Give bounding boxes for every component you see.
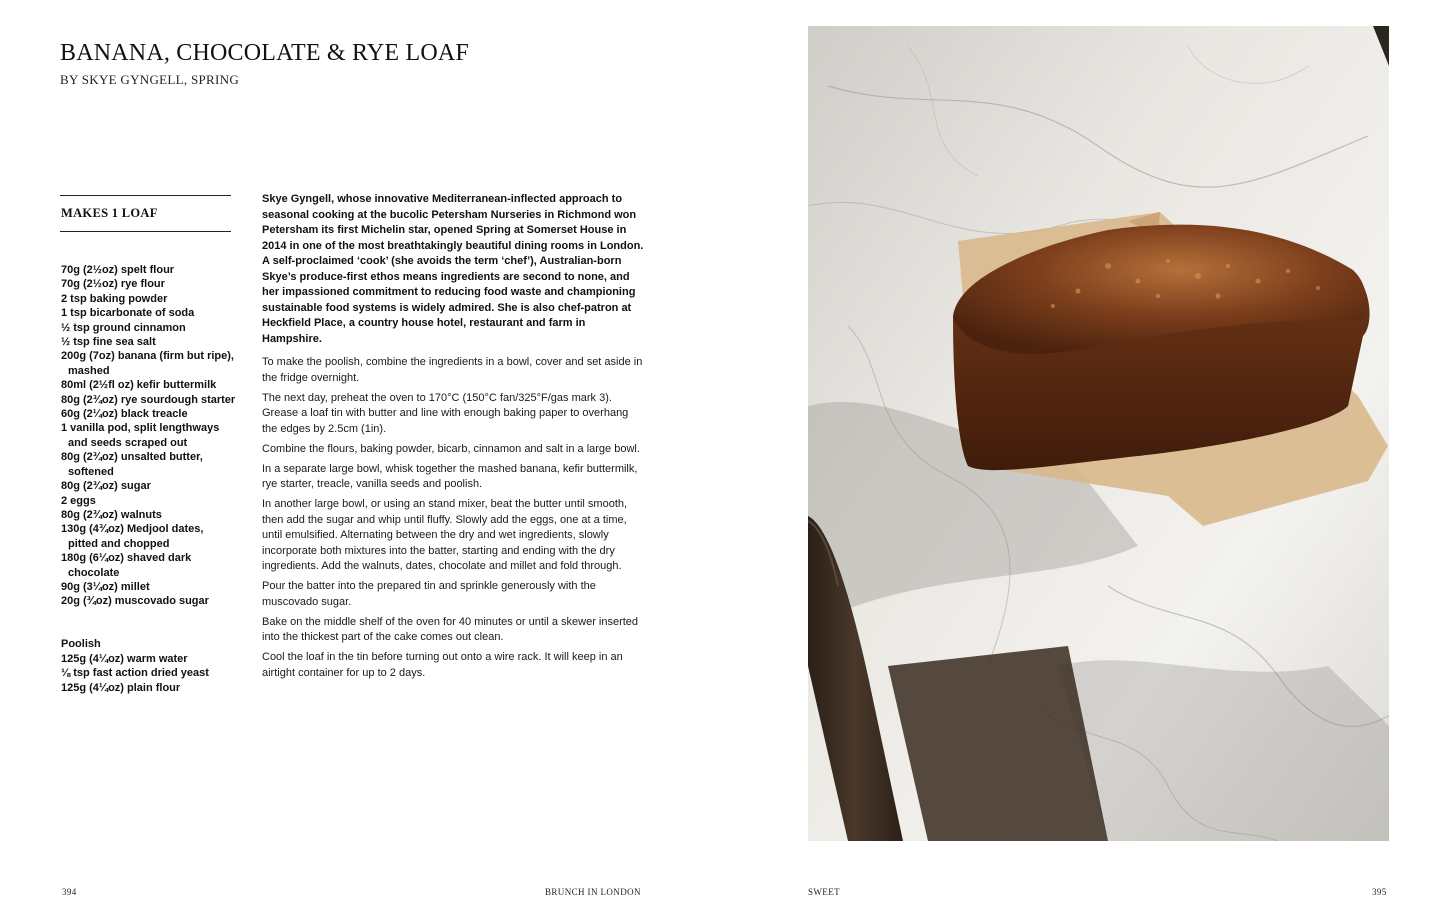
ingredient-item: ½ tsp fine sea salt (61, 336, 156, 349)
loaf-photo (808, 26, 1389, 841)
running-head-section: SWEET (808, 887, 840, 897)
ingredient-item: 1 vanilla pod, split lengthways and seeds scraped out (61, 422, 220, 449)
method-step: In another large bowl, or using an stand mixer, beat the butter until smooth, then add the sugar and whip until fluffy. Slowly add the eggs, one at a time, until emulsified. Alternating between the dry and wet ingredients, slowly incorporate both mixtures into the batter, starting and ending with the dry ingredients. Add the walnuts, dates, chocolate and millet and fold through. (262, 498, 628, 572)
method-step: Combine the flours, baking powder, bicarb, cinnamon and salt in a large bowl. (262, 442, 640, 455)
yield-bottom-rule (60, 231, 231, 232)
recipe-byline: BY SKYE GYNGELL, SPRING (60, 72, 240, 87)
ingredient-item: 20g (¾oz) muscovado sugar (61, 595, 209, 608)
ingredient-item: 80g (2¾oz) unsalted butter, softened (61, 451, 203, 478)
ingredient-item: 70g (2½oz) spelt flour (61, 264, 175, 276)
yield-top-rule (60, 195, 231, 196)
recipe-yield: MAKES 1 LOAF (61, 206, 158, 220)
page-number-left: 394 (62, 887, 77, 897)
ingredient-item: 60g (2¼oz) black treacle (61, 408, 188, 421)
ingredient-item: 125g (4¼oz) warm water (61, 653, 188, 665)
method-step: Bake on the middle shelf of the oven for 40 minutes or until a skewer inserted into the thickest part of the cake comes out clean. (262, 615, 639, 643)
running-head-book-title: BRUNCH IN LONDON (545, 887, 641, 897)
method-step: Pour the batter into the prepared tin and sprinkle generously with the muscovado sugar. (262, 580, 596, 608)
poolish-ingredient-list (61, 652, 236, 695)
ingredient-item: 200g (7oz) banana (firm but ripe), mashed (61, 350, 234, 377)
ingredient-item: 2 eggs (61, 494, 96, 507)
ingredient-item: 125g (4¼oz) plain flour (61, 681, 181, 694)
ingredient-item: 2 tsp baking powder (61, 292, 168, 305)
ingredient-item: 130g (4¾oz) Medjool dates, pitted and chopped (61, 523, 204, 550)
ingredient-item: 80g (2¾oz) sugar (61, 480, 151, 493)
ingredient-item: 180g (6¼oz) shaved dark chocolate (61, 552, 192, 579)
method-step: The next day, preheat the oven to 170°C (150°C fan/325°F/gas mark 3). Grease a loaf tin with butter and line with enough baking paper to overhang the edges by 2.5cm (1in). (262, 391, 629, 435)
ingredient-item: 80g (2¾oz) rye sourdough starter (61, 393, 236, 406)
ingredient-item: 90g (3¼oz) millet (61, 580, 150, 593)
method-step: Cool the loaf in the tin before turning out onto a wire rack. It will keep in an airtight container for up to 2 days. (262, 651, 623, 679)
ingredient-item: 1 tsp bicarbonate of soda (61, 307, 195, 320)
ingredient-list (61, 263, 236, 609)
ingredient-item: ⅛ tsp fast action dried yeast (61, 667, 209, 680)
recipe-intro: Skye Gyngell, whose innovative Mediterranean-inflected approach to seasonal cooking at the bucolic Petersham Nurseries in Richmond won Petersham its first Michelin star, opened Spring at Somerset House in 2014 in one of the most breathtakingly beautiful dining rooms in London. A self-proclaimed ‘cook’ (she avoids the term ‘chef’), Australian-born Skye’s produce-first ethos means ingredients are second to none, and her impassioned commitment to reducing food waste and championing sustainable food systems is widely admired. She is also chef-patron at Heckfield Place, a country house hotel, restaurant and farm in Hampshire. (262, 193, 644, 345)
right-page (722, 0, 1445, 919)
ingredient-item: 80g (2¾oz) walnuts (61, 508, 162, 521)
method-steps (262, 355, 644, 686)
page-number-right: 395 (1372, 887, 1387, 897)
ingredient-item: 80ml (2½fl oz) kefir buttermilk (61, 379, 217, 392)
method-step: In a separate large bowl, whisk together the mashed banana, kefir buttermilk, rye starter, treacle, vanilla seeds and poolish. (262, 462, 638, 490)
poolish-heading: Poolish (61, 638, 101, 650)
ingredient-item: ½ tsp ground cinnamon (61, 321, 186, 334)
ingredient-item: 70g (2½oz) rye flour (61, 278, 165, 291)
recipe-title: BANANA, CHOCOLATE & RYE LOAF (60, 40, 469, 66)
method-step: To make the poolish, combine the ingredients in a bowl, cover and set aside in the fridge overnight. (262, 356, 643, 384)
left-page (0, 0, 722, 919)
